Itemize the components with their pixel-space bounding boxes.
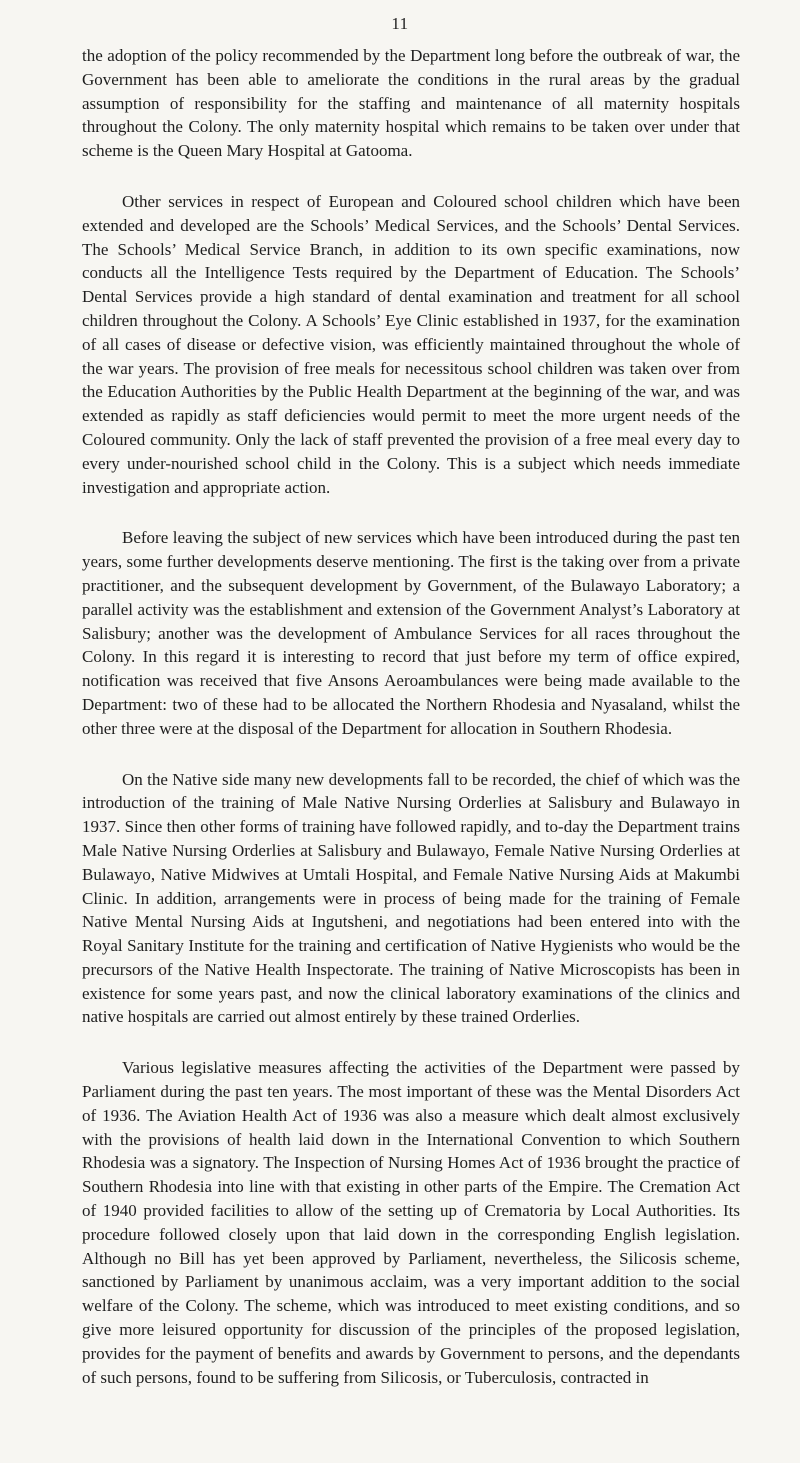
paragraph-school-services: Other services in respect of European and Coloured school children which have been extended and developed are the Schools’ Medical Services, and the Schools’ Dental Services. The Schools’ Medical Service Branch, in addition to its own specific examinations, now conducts all the Intelligence Tests required by the Department of Education. The Schools’ Dental Services provide a high standard of dental examination and treatment for all school children throughout the Colony. A Schools’ Eye Clinic established in 1937, for the examination of all cases of disease or defective vision, was efficiently maintained throughout the whole of the war years. The provision of free meals for necessitous school children was taken over from the Education Authorities by the Public Health Department at the beginning of the war, and was extended as rapidly as staff deficiencies would permit to meet the more urgent needs of the Coloured community. Only the lack of staff prevented the provision of a free meal every day to every under-nourished school child in the Colony. This is a subject which needs immediate investigation and appropriate action. xyxy=(82,191,740,497)
paragraph-laboratories-ambulances: Before leaving the subject of new services which have been introduced during the past ten years, some further developments deserve mentioning. The first is the taking over from a private practitioner, and the subsequent development by Government, of the Bulawayo Laboratory; a parallel activity was the establishment and extension of the Government Analyst’s Laboratory at Salisbury; another was the development of Ambulance Services for all races throughout the Colony. In this regard it is interesting to record that just before my term of office expired, notification was received that five Ansons Aeroambulances were being made available to the Department: two of these had to be allocated the Northern Rhodesia and Nyasaland, whilst the other three were at the disposal of the Department for allocation in Southern Rhodesia. xyxy=(82,528,740,738)
body-text xyxy=(82,44,740,1389)
paragraph-native-training: On the Native side many new developments fall to be recorded, the chief of which was the introduction of the training of Male Native Nursing Orderlies at Salisbury and Bulawayo in 1937. Since then other forms of training have followed rapidly, and to-day the Department trains Male Native Nursing Orderlies at Salisbury and Bulawayo, Female Native Nursing Orderlies at Bulawayo, Native Midwives at Umtali Hospital, and Female Native Nursing Aids at Makumbi Clinic. In addition, arrangements were in process of being made for the training of Female Native Mental Nursing Aids at Ingutsheni, and negotiations had been entered into with the Royal Sanitary Institute for the training and certification of Native Hygienists who would be the precursors of the Native Health Inspectorate. The training of Native Microscopists has been in existence for some years past, and now the clinical laboratory examinations of the clinics and native hospitals are carried out almost entirely by these trained Orderlies. xyxy=(82,769,740,1027)
page-number: 11 xyxy=(391,14,409,33)
paragraph-maternity-hospitals: the adoption of the policy recommended by the Department long before the outbreak of war, the Government has been able to ameliorate the conditions in the rural areas by the gradual assumption of responsibility for the staffing and maintenance of all maternity hospitals throughout the Colony. The only maternity hospital which remains to be taken over under that scheme is the Queen Mary Hospital at Gatooma. xyxy=(82,46,740,161)
paragraph-legislative-measures: Various legislative measures affecting the activities of the Department were passed by Parliament during the past ten years. The most important of these was the Mental Disorders Act of 1936. The Aviation Health Act of 1936 was also a measure which dealt almost exclusively with the provisions of health laid down in the International Convention to which Southern Rhodesia was a signatory. The Inspection of Nursing Homes Act of 1936 brought the practice of Southern Rhodesia into line with that existing in other parts of the Empire. The Cremation Act of 1940 provided facilities to allow of the setting up of Crematoria by Local Authorities. Its procedure followed closely upon that laid down in the corresponding English legislation. Although no Bill has yet been approved by Parliament, nevertheless, the Silicosis scheme, sanctioned by Parliament by unanimous acclaim, was a very important addition to the social welfare of the Colony. The scheme, which was introduced to meet existing conditions, and so give more leisured opportunity for discussion of the principles of the proposed legislation, provides for the payment of benefits and awards by Government to persons, and the dependants of such persons, found to be suffering from Silicosis, or Tuberculosis, contracted in xyxy=(82,1058,740,1387)
